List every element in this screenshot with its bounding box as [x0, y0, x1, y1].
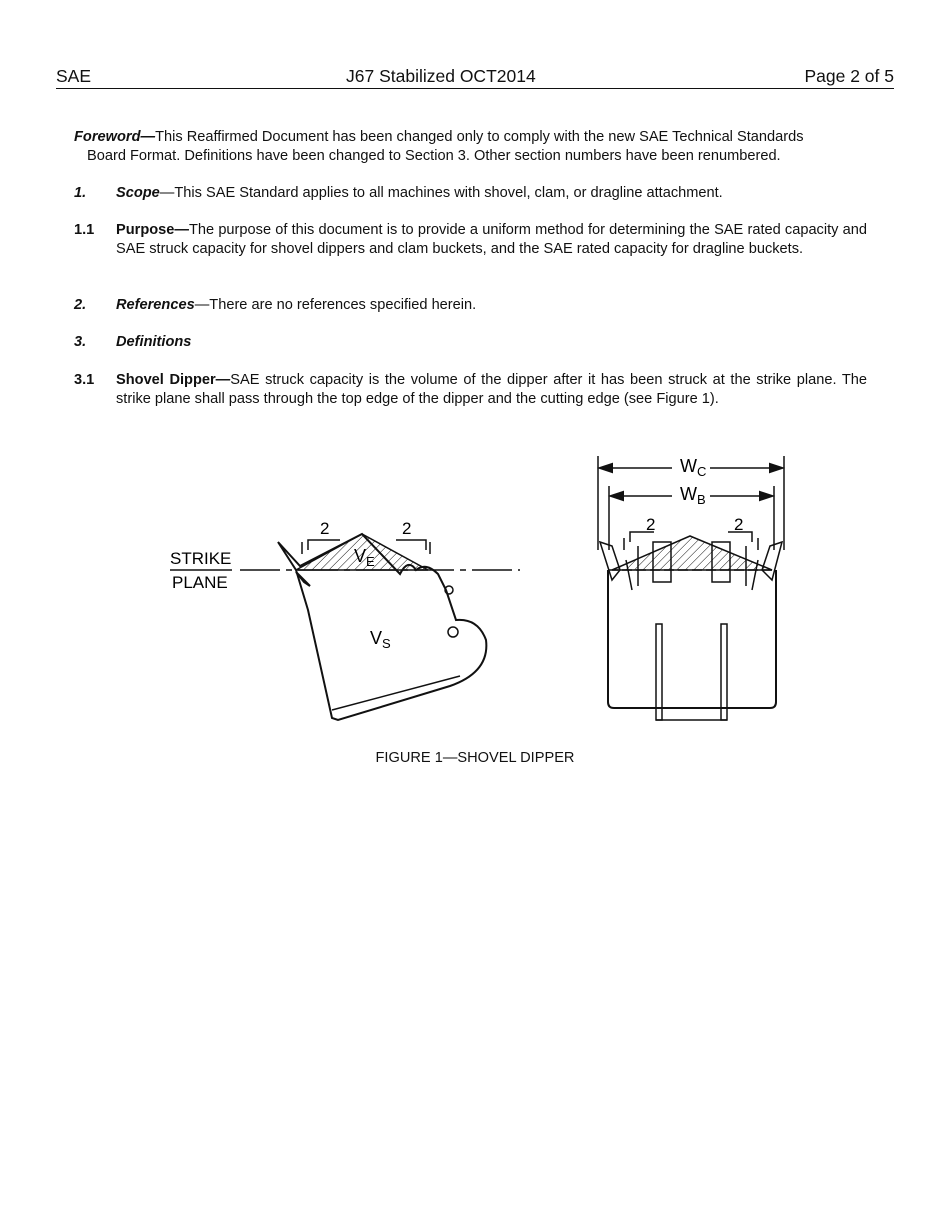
section-number-references: 2.	[74, 297, 87, 313]
foreword-line-2: Board Format. Definitions have been changed to Section 3. Other section numbers have been renumbered.	[87, 148, 781, 164]
label-side-2-left: 2	[320, 519, 330, 538]
shovel-dipper-heading: Shovel Dipper—	[116, 372, 231, 388]
label-ve: $V_E$	[354, 546, 375, 569]
foreword-paragraph	[74, 128, 867, 166]
section-number-purpose: 1.1	[74, 222, 95, 238]
figure-shovel-dipper	[160, 450, 800, 730]
foreword-heading: Foreword—	[74, 129, 156, 145]
page-header	[56, 66, 894, 89]
label-front-2-left: 2	[646, 515, 656, 534]
label-wb: $W_B$	[680, 484, 706, 507]
section-number-scope: 1.	[74, 185, 87, 201]
definitions-heading-text: Definitions	[116, 334, 192, 350]
section-number-shovel-dipper: 3.1	[74, 372, 95, 388]
references-paragraph	[116, 296, 867, 315]
header-doc-id: J67 Stabilized OCT2014	[346, 66, 536, 86]
purpose-heading: Purpose—	[116, 222, 189, 238]
foreword-line-1: This Reaffirmed Document has been changed only to comply with the new SAE Technical Standards	[155, 129, 804, 145]
header-page-number: Page 2 of 5	[804, 66, 894, 86]
purpose-text: The purpose of this document is to provide a uniform method for determining the SAE rated capacity and SAE struck capacity for shovel dippers and clam buckets, and the SAE rated capacity for dragline buckets.	[116, 222, 867, 257]
header-org: SAE	[56, 66, 92, 86]
shovel-dipper-paragraph	[116, 371, 867, 409]
scope-heading: Scope	[116, 185, 160, 201]
shovel-dipper-text: SAE struck capacity is the volume of the dipper after it has been struck at the strike plane. The strike plane shall pass through the top edge of the dipper and the cutting edge (see Figure 1).	[116, 372, 867, 407]
scope-paragraph	[116, 184, 867, 203]
label-side-2-right: 2	[402, 519, 412, 538]
scope-text: —This SAE Standard applies to all machines with shovel, clam, or dragline attachment.	[159, 185, 723, 201]
label-wc: $W_C$	[680, 456, 707, 479]
references-text: —There are no references specified herein.	[194, 297, 477, 313]
label-front-2-right: 2	[734, 515, 744, 534]
label-strike: STRIKE	[170, 549, 232, 568]
definitions-heading	[116, 333, 867, 352]
purpose-paragraph	[116, 221, 867, 259]
label-plane: PLANE	[172, 573, 228, 592]
references-heading: References	[116, 297, 195, 313]
label-vs: $V_S$	[370, 628, 391, 651]
section-number-definitions: 3.	[74, 334, 87, 350]
figure-caption: FIGURE 1—SHOVEL DIPPER	[375, 750, 575, 766]
